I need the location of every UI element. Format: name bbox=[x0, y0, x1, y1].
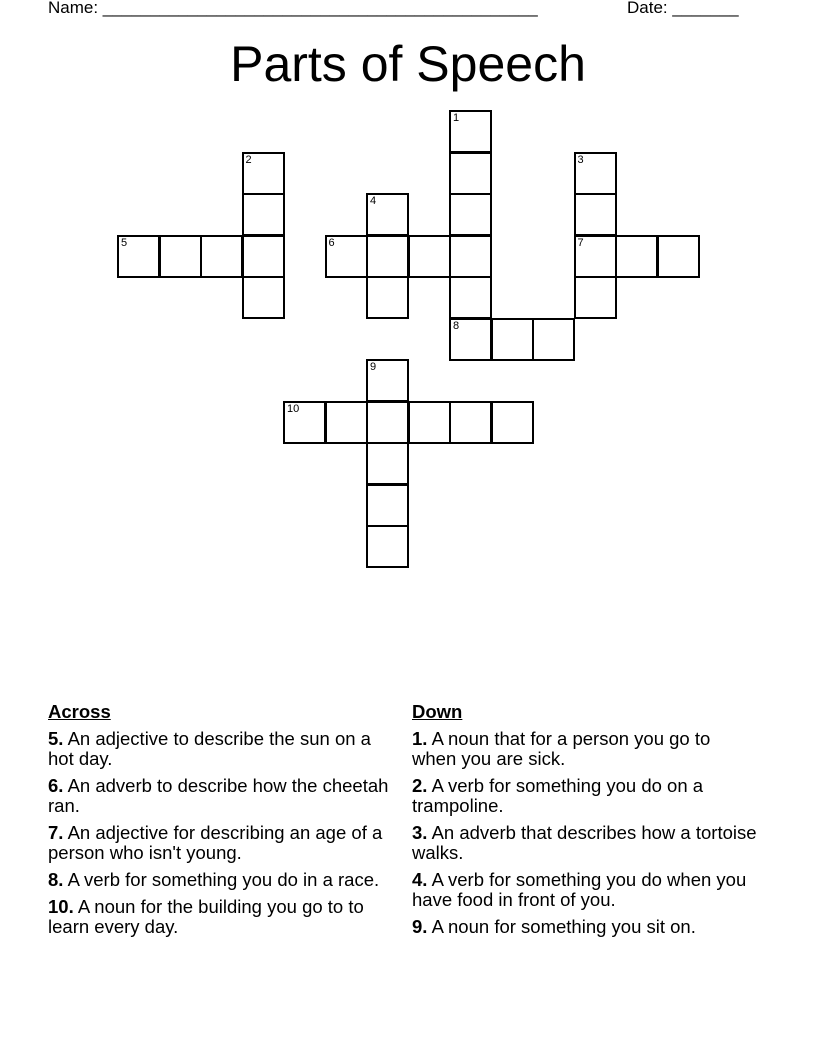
clue-number: 10 bbox=[287, 402, 300, 415]
clue-number: 3. bbox=[412, 822, 428, 843]
across-clue-list bbox=[48, 729, 393, 937]
grid-cell[interactable] bbox=[449, 193, 492, 236]
grid-cell[interactable] bbox=[449, 401, 492, 444]
clue-number: 5 bbox=[121, 236, 128, 249]
grid-cell[interactable] bbox=[449, 318, 492, 361]
date-field[interactable]: Date: _______ bbox=[627, 0, 739, 17]
clue-text: A verb for something you do when you have food in front of you. bbox=[412, 869, 747, 910]
clue-text: A noun for the building you go to to learn every day. bbox=[48, 896, 364, 937]
grid-cell[interactable] bbox=[491, 401, 534, 444]
grid-cell[interactable] bbox=[366, 484, 409, 527]
clue-number: 3 bbox=[577, 153, 584, 166]
clue-number: 9 bbox=[370, 361, 377, 373]
name-field[interactable]: Name: ______________________________________________ bbox=[48, 0, 538, 17]
grid-cell[interactable] bbox=[449, 110, 492, 153]
clue-text: An adverb to describe how the cheetah ran. bbox=[48, 775, 389, 816]
grid-cell[interactable] bbox=[449, 152, 492, 195]
grid-cell[interactable] bbox=[366, 276, 409, 319]
grid-cell[interactable] bbox=[408, 235, 451, 278]
clue-text: A noun that for a person you go to when you are sick. bbox=[412, 728, 711, 769]
clue-number: 4. bbox=[412, 869, 428, 890]
grid-cell[interactable] bbox=[283, 401, 326, 444]
clue-number: 8 bbox=[453, 319, 460, 332]
grid-cell[interactable] bbox=[242, 276, 285, 319]
grid-cell[interactable] bbox=[366, 193, 409, 236]
clue-number: 1. bbox=[412, 728, 428, 749]
grid-cell[interactable] bbox=[366, 525, 409, 568]
clue-number: 7. bbox=[48, 822, 64, 843]
grid-cell[interactable] bbox=[657, 235, 700, 278]
across-clue bbox=[48, 897, 393, 937]
clue-number: 10. bbox=[48, 896, 74, 917]
grid-cell[interactable] bbox=[325, 235, 368, 278]
across-heading: Across bbox=[48, 701, 111, 722]
grid-cell[interactable] bbox=[242, 235, 285, 278]
down-clues bbox=[412, 702, 757, 944]
clue-text: An adjective to describe the sun on a hot day. bbox=[48, 728, 371, 769]
clue-text: A verb for something you do in a race. bbox=[67, 869, 380, 890]
grid-cell[interactable] bbox=[242, 152, 285, 195]
grid-cell[interactable] bbox=[449, 235, 492, 278]
down-clue bbox=[412, 870, 757, 910]
grid-cell[interactable] bbox=[408, 401, 451, 444]
across-clue bbox=[48, 870, 393, 890]
across-clue bbox=[48, 823, 393, 863]
clue-text: An adjective for describing an age of a person who isn't young. bbox=[48, 822, 383, 863]
clue-number: 8. bbox=[48, 869, 64, 890]
across-clues bbox=[48, 702, 393, 944]
down-heading: Down bbox=[412, 701, 463, 722]
down-clue bbox=[412, 917, 757, 937]
grid-cell[interactable] bbox=[200, 235, 243, 278]
clue-number: 6 bbox=[328, 236, 335, 249]
clue-number: 2. bbox=[412, 775, 428, 796]
grid-cell[interactable] bbox=[366, 235, 409, 278]
clue-text: An adverb that describes how a tortoise walks. bbox=[412, 822, 757, 863]
grid-cell[interactable] bbox=[615, 235, 658, 278]
grid-cell[interactable] bbox=[242, 193, 285, 236]
grid-cell[interactable] bbox=[574, 276, 617, 319]
across-clue bbox=[48, 729, 393, 769]
grid-cell[interactable] bbox=[117, 235, 160, 278]
clue-number: 6. bbox=[48, 775, 64, 796]
clue-number: 7 bbox=[577, 236, 584, 249]
clue-number: 1 bbox=[453, 112, 460, 124]
grid-cell[interactable] bbox=[532, 318, 575, 361]
clue-number: 2 bbox=[245, 153, 252, 166]
clue-text: A verb for something you do on a trampoline. bbox=[412, 775, 704, 816]
down-clue bbox=[412, 776, 757, 816]
down-clue bbox=[412, 729, 757, 769]
clue-number: 5. bbox=[48, 728, 64, 749]
grid-cell[interactable] bbox=[366, 401, 409, 444]
down-clue-list bbox=[412, 729, 757, 937]
clue-number: 9. bbox=[412, 916, 428, 937]
grid-cell[interactable] bbox=[574, 235, 617, 278]
grid-cell[interactable] bbox=[325, 401, 368, 444]
grid-cell[interactable] bbox=[366, 442, 409, 485]
grid-cell[interactable] bbox=[574, 193, 617, 236]
page-title: Parts of Speech bbox=[230, 36, 586, 92]
grid-cell[interactable] bbox=[449, 276, 492, 319]
across-clue bbox=[48, 776, 393, 816]
grid-cell[interactable] bbox=[491, 318, 534, 361]
clue-text: A noun for something you sit on. bbox=[431, 916, 696, 937]
clue-number: 4 bbox=[370, 195, 377, 207]
grid-cell[interactable] bbox=[574, 152, 617, 195]
down-clue bbox=[412, 823, 757, 863]
grid-cell[interactable] bbox=[366, 359, 409, 402]
grid-cell[interactable] bbox=[159, 235, 202, 278]
